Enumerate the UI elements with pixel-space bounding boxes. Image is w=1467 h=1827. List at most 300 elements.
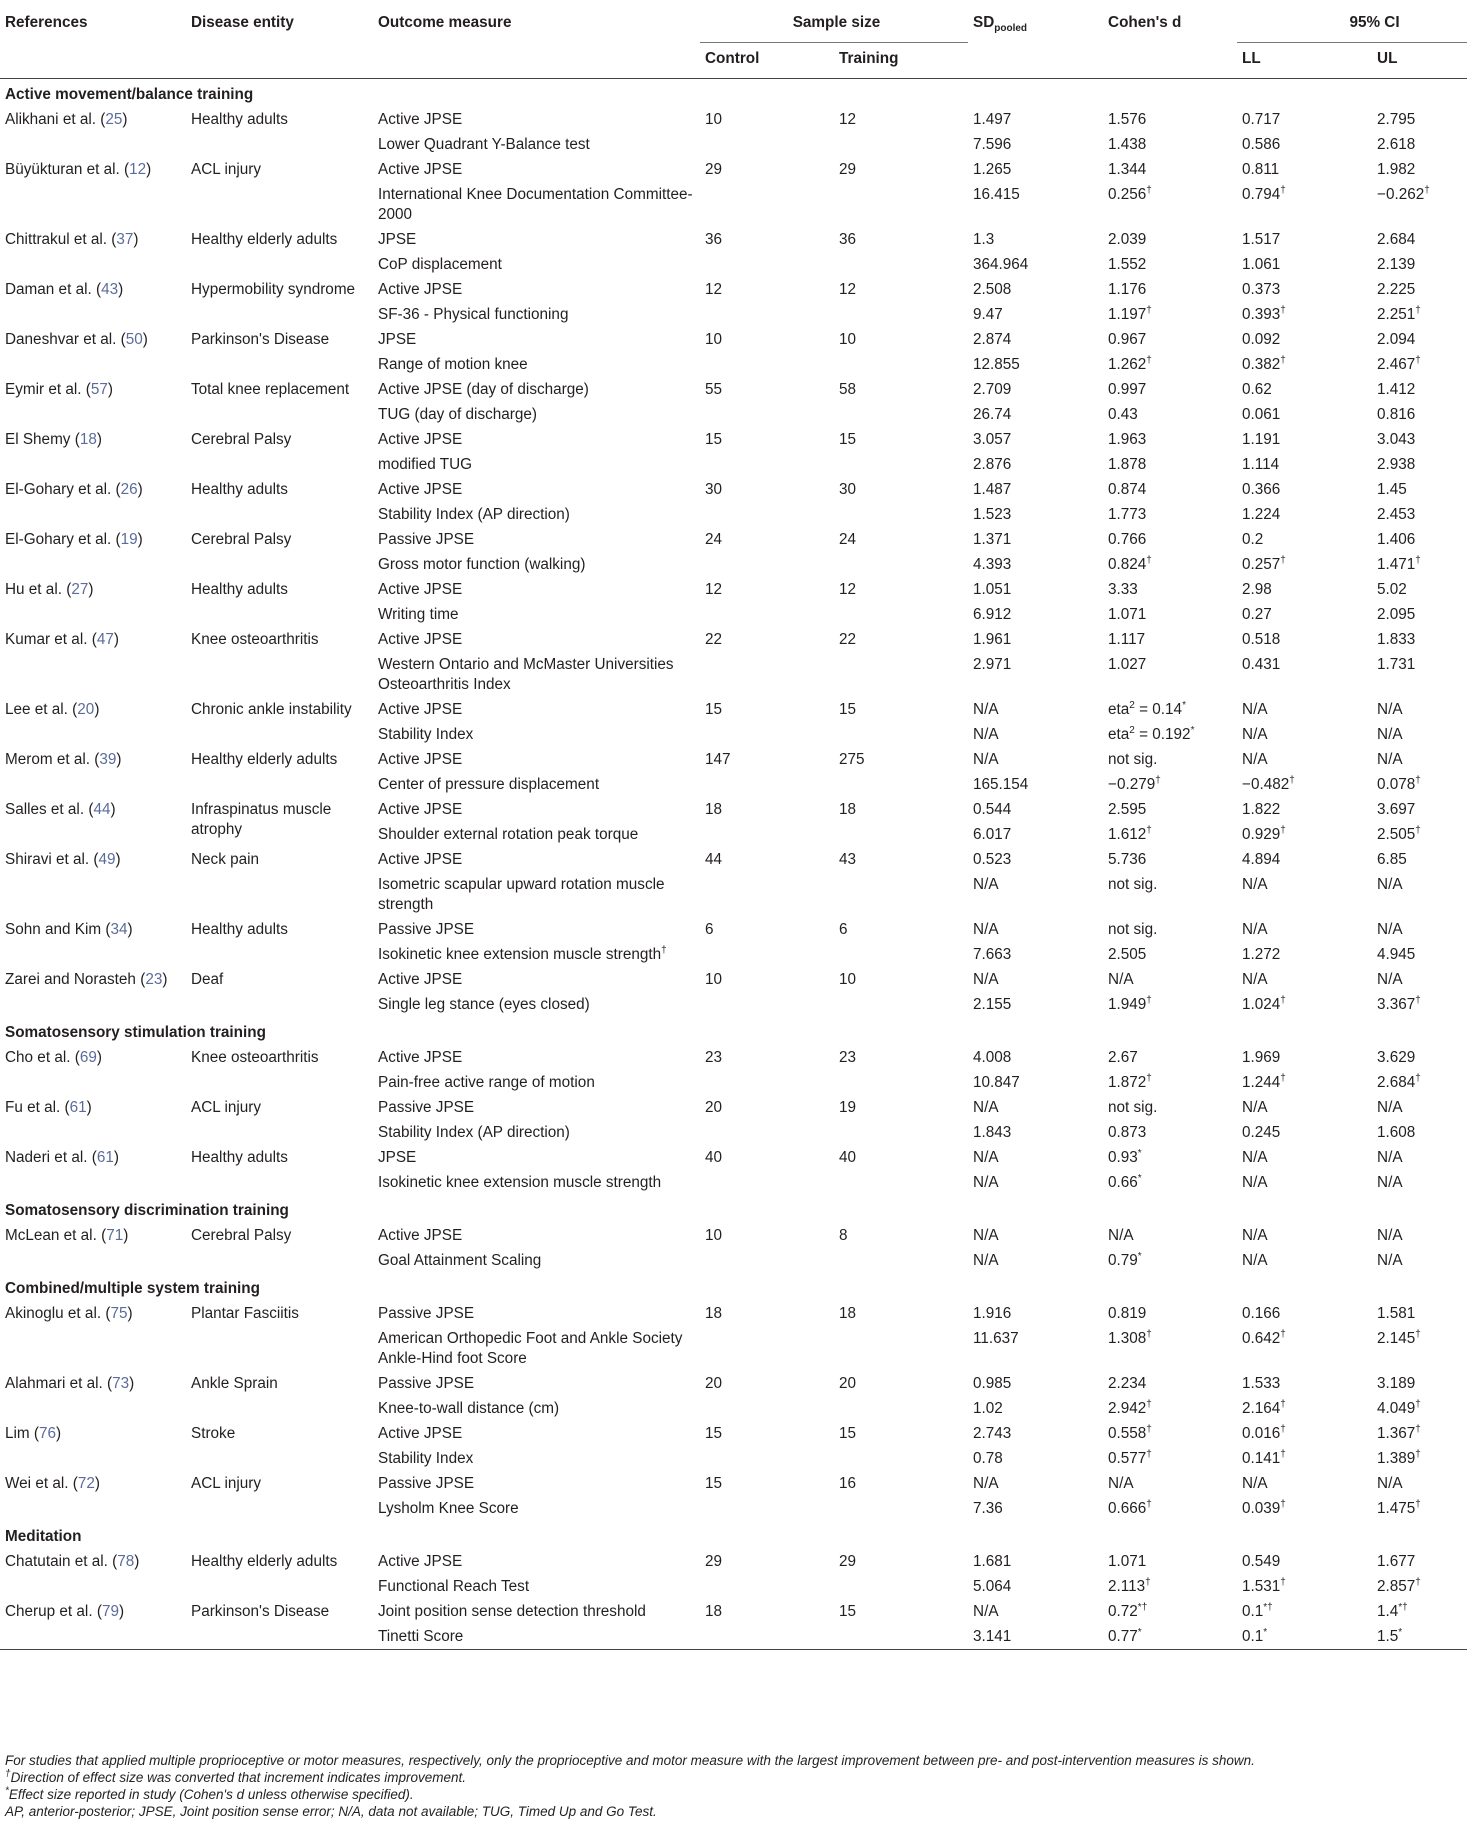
disease-entity: Cerebral Palsy <box>191 531 292 548</box>
reference-cell: El-Gohary et al. (26) <box>5 481 143 498</box>
cohens-d: 2.505 <box>1108 946 1147 963</box>
training-n: 22 <box>839 631 857 648</box>
citation-link[interactable]: 19 <box>120 531 138 548</box>
sd-pooled: N/A <box>973 971 999 988</box>
ci-upper: 1.475† <box>1377 1498 1421 1517</box>
sd-pooled: N/A <box>973 1603 999 1620</box>
reference-author: Kumar et al. <box>5 631 88 648</box>
outcome-measure: JPSE <box>378 1149 417 1166</box>
outcome-measure: Active JPSE <box>378 111 463 128</box>
training-n: 12 <box>839 111 857 128</box>
control-n: 29 <box>705 161 723 178</box>
disease-entity: Healthy elderly adults <box>191 751 338 768</box>
sd-pooled: 16.415 <box>973 186 1020 203</box>
ci-upper: 2.938 <box>1377 456 1416 473</box>
outcome-measure: Single leg stance (eyes closed) <box>378 996 590 1013</box>
reference-author: Shiravi et al. <box>5 851 90 868</box>
citation-link[interactable]: 78 <box>117 1553 135 1570</box>
control-n: 20 <box>705 1375 723 1392</box>
ci-lower: N/A <box>1242 751 1268 768</box>
outcome-measure: Isokinetic knee extension muscle strength† <box>378 944 667 963</box>
disease-entity: Cerebral Palsy <box>191 431 292 448</box>
ci-lower: −0.482† <box>1242 774 1295 793</box>
training-n: 15 <box>839 701 857 718</box>
training-n: 18 <box>839 1305 857 1322</box>
outcome-measure: Active JPSE <box>378 161 463 178</box>
ci-lower: 1.969 <box>1242 1049 1281 1066</box>
footnote-abbreviations: AP, anterior-posterior; JPSE, Joint position sense error; N/A, data not available; TUG, Timed Up and Go Test. <box>5 1804 657 1819</box>
citation-link[interactable]: 57 <box>90 381 108 398</box>
ci-upper: 3.629 <box>1377 1049 1416 1066</box>
outcome-measure: Active JPSE <box>378 971 463 988</box>
control-n: 40 <box>705 1149 723 1166</box>
section-row <box>0 79 1467 108</box>
cohens-d: 2.67 <box>1108 1049 1138 1066</box>
ci-lower: 0.141† <box>1242 1448 1286 1467</box>
outcome-measure: Center of pressure displacement <box>378 776 600 793</box>
citation-link[interactable]: 79 <box>101 1603 119 1620</box>
control-n: 24 <box>705 531 723 548</box>
section-row <box>0 1017 1467 1045</box>
sd-pooled: N/A <box>973 1149 999 1166</box>
ci-upper: −0.262† <box>1377 184 1430 203</box>
section-title: Active movement/balance training <box>5 86 254 103</box>
ci-lower: 0.794† <box>1242 184 1286 203</box>
cohens-d: 1.344 <box>1108 161 1147 178</box>
footnote-dagger: †Direction of effect size was converted that increment indicates improvement. <box>5 1768 467 1785</box>
outcome-measure: Active JPSE (day of discharge) <box>378 381 589 398</box>
table-row <box>0 227 1467 252</box>
ci-upper: N/A <box>1377 726 1403 743</box>
citation-link[interactable]: 37 <box>116 231 134 248</box>
cohens-d: 1.552 <box>1108 256 1147 273</box>
table-row <box>0 277 1467 302</box>
reference-cell: Chatutain et al. (78) <box>5 1553 140 1570</box>
ci-upper: 2.684† <box>1377 1072 1421 1091</box>
reference-author: Salles et al. <box>5 801 85 818</box>
citation-link[interactable]: 26 <box>120 481 138 498</box>
cohens-d: 0.79* <box>1108 1250 1142 1269</box>
table-row <box>0 427 1467 452</box>
table-row <box>0 627 1467 652</box>
outcome-measure: Active JPSE <box>378 1553 463 1570</box>
table-row <box>0 157 1467 182</box>
ci-upper: 0.078† <box>1377 774 1421 793</box>
outcome-measure: Active JPSE <box>378 281 463 298</box>
sd-pooled: 1.681 <box>973 1553 1012 1570</box>
sd-pooled: 1.961 <box>973 631 1012 648</box>
training-n: 58 <box>839 381 857 398</box>
outcome-measure: Gross motor function (walking) <box>378 556 586 573</box>
section-row <box>0 1273 1467 1301</box>
disease-entity: Parkinson's Disease <box>191 1603 330 1620</box>
ci-upper: 1.471† <box>1377 554 1421 573</box>
control-n: 36 <box>705 231 723 248</box>
outcome-measure: Active JPSE <box>378 851 463 868</box>
outcome-measure: Stability Index <box>378 1450 474 1467</box>
ci-lower: 2.98 <box>1242 581 1272 598</box>
control-n: 15 <box>705 431 723 448</box>
cohens-d: eta$^2$ = 0.192* <box>1108 724 1195 743</box>
ci-lower: 0.393† <box>1242 304 1286 323</box>
outcome-measure: TUG (day of discharge) <box>378 406 537 423</box>
ci-lower: 0.518 <box>1242 631 1281 648</box>
table-row <box>0 917 1467 942</box>
sd-pooled: 7.36 <box>973 1500 1003 1517</box>
sd-pooled: 5.064 <box>973 1578 1012 1595</box>
reference-cell: Büyükturan et al. (12) <box>5 161 152 178</box>
outcome-measure: JPSE <box>378 331 417 348</box>
ci-upper: 2.453 <box>1377 506 1416 523</box>
reference-author: Alahmari et al. <box>5 1375 103 1392</box>
training-n: 12 <box>839 281 857 298</box>
outcome-measure: Active JPSE <box>378 801 463 818</box>
reference-author: Merom et al. <box>5 751 91 768</box>
citation-link[interactable]: 47 <box>96 631 114 648</box>
sd-pooled: 26.74 <box>973 406 1012 423</box>
training-n: 8 <box>839 1227 848 1244</box>
ci-lower: 1.272 <box>1242 946 1281 963</box>
cohens-d: 0.558† <box>1108 1423 1152 1442</box>
disease-entity: Stroke <box>191 1425 236 1442</box>
citation-link[interactable]: 34 <box>110 921 128 938</box>
sd-pooled: 10.847 <box>973 1074 1020 1091</box>
sd-pooled: 7.663 <box>973 946 1012 963</box>
sd-pooled: 6.912 <box>973 606 1012 623</box>
training-n: 12 <box>839 581 857 598</box>
outcome-measure: Passive JPSE <box>378 531 475 548</box>
table-body <box>0 79 1467 1650</box>
sd-pooled: 1.051 <box>973 581 1012 598</box>
control-n: 15 <box>705 1425 723 1442</box>
ci-upper: N/A <box>1377 751 1403 768</box>
cohens-d: not sig. <box>1108 751 1158 768</box>
ci-lower: N/A <box>1242 726 1268 743</box>
disease-entity: ACL injury <box>191 1099 261 1116</box>
sd-pooled: 2.876 <box>973 456 1012 473</box>
reference-author: Eymir et al. <box>5 381 82 398</box>
cohens-d: not sig. <box>1108 876 1158 893</box>
sd-pooled: 1.497 <box>973 111 1012 128</box>
ci-lower: N/A <box>1242 921 1268 938</box>
training-n: 15 <box>839 1603 857 1620</box>
header-cohens-d: Cohen's d <box>1108 14 1182 31</box>
outcome-measure: modified TUG <box>378 456 473 473</box>
reference-author: Naderi et al. <box>5 1149 88 1166</box>
reference-cell: Eymir et al. (57) <box>5 381 113 398</box>
citation-link[interactable]: 27 <box>71 581 89 598</box>
outcome-measure: Active JPSE <box>378 581 463 598</box>
control-n: 55 <box>705 381 723 398</box>
reference-author: Zarei and Norasteh <box>5 971 136 988</box>
section-row <box>0 1195 1467 1223</box>
outcome-measure: SF-36 - Physical functioning <box>378 306 569 323</box>
training-n: 40 <box>839 1149 857 1166</box>
control-n: 20 <box>705 1099 723 1116</box>
cohens-d: N/A <box>1108 971 1134 988</box>
table-row <box>0 377 1467 402</box>
sd-pooled: 1.3 <box>973 231 995 248</box>
ci-lower: 1.822 <box>1242 801 1281 818</box>
ci-upper: 1.581 <box>1377 1305 1416 1322</box>
control-n: 12 <box>705 581 723 598</box>
reference-author: El-Gohary et al. <box>5 531 112 548</box>
outcome-measure: Lower Quadrant Y-Balance test <box>378 136 590 153</box>
outcome-measure: CoP displacement <box>378 256 502 273</box>
cohens-d: 2.234 <box>1108 1375 1147 1392</box>
ci-upper: 4.945 <box>1377 946 1416 963</box>
citation-link[interactable]: 69 <box>79 1049 97 1066</box>
ci-lower: N/A <box>1242 701 1268 718</box>
disease-entity: Deaf <box>191 971 224 988</box>
citation-link[interactable]: 43 <box>101 281 119 298</box>
section-title: Somatosensory stimulation training <box>5 1024 266 1041</box>
sd-pooled: 0.544 <box>973 801 1012 818</box>
table-row <box>0 107 1467 132</box>
header-ci: 95% CI <box>1237 5 1467 43</box>
citation-link[interactable]: 72 <box>77 1475 95 1492</box>
sd-pooled: 4.008 <box>973 1049 1012 1066</box>
footnotes <box>5 1752 1455 1820</box>
reference-author: Cherup et al. <box>5 1603 93 1620</box>
reference-cell: Cho et al. (69) <box>5 1049 102 1066</box>
ci-upper: 3.367† <box>1377 994 1421 1013</box>
sd-pooled: 9.47 <box>973 306 1003 323</box>
cohens-d: 1.773 <box>1108 506 1147 523</box>
table-row <box>0 477 1467 502</box>
citation-link[interactable]: 71 <box>106 1227 124 1244</box>
header-sample-size: Sample size <box>700 5 968 43</box>
reference-cell: Daneshvar et al. (50) <box>5 331 148 348</box>
citation-link[interactable]: 49 <box>98 851 116 868</box>
control-n: 29 <box>705 1553 723 1570</box>
ci-lower: 1.517 <box>1242 231 1281 248</box>
control-n: 10 <box>705 111 723 128</box>
citation-link[interactable]: 75 <box>110 1305 128 1322</box>
outcome-measure: International Knee Documentation Committee-2000 <box>378 186 693 223</box>
reference-author: Akinoglu et al. <box>5 1305 102 1322</box>
outcome-measure: Functional Reach Test <box>378 1578 530 1595</box>
table-row <box>0 1371 1467 1396</box>
cohens-d: not sig. <box>1108 921 1158 938</box>
reference-cell: Naderi et al. (61) <box>5 1149 119 1166</box>
reference-cell: Merom et al. (39) <box>5 751 122 768</box>
table-row <box>0 327 1467 352</box>
table-row <box>0 1421 1467 1446</box>
outcome-measure: Tinetti Score <box>378 1628 464 1645</box>
ci-lower: N/A <box>1242 876 1268 893</box>
cohens-d: 2.039 <box>1108 231 1147 248</box>
ci-upper: 1.731 <box>1377 656 1416 673</box>
ci-lower: 0.929† <box>1242 824 1286 843</box>
ci-upper: 2.467† <box>1377 354 1421 373</box>
cohens-d: 1.878 <box>1108 456 1147 473</box>
cohens-d: 2.595 <box>1108 801 1147 818</box>
ci-upper: 3.189 <box>1377 1375 1416 1392</box>
ci-lower: 1.024† <box>1242 994 1286 1013</box>
outcome-measure: Goal Attainment Scaling <box>378 1252 542 1269</box>
control-n: 10 <box>705 971 723 988</box>
ci-lower: 0.549 <box>1242 1553 1281 1570</box>
training-n: 10 <box>839 971 857 988</box>
sd-pooled: 1.523 <box>973 506 1012 523</box>
ci-upper: N/A <box>1377 1174 1403 1191</box>
sd-pooled: 3.141 <box>973 1628 1012 1645</box>
ci-lower: 0.62 <box>1242 381 1272 398</box>
footnote-asterisk: *Effect size reported in study (Cohen's d unless otherwise specified). <box>5 1785 414 1802</box>
sd-pooled: N/A <box>973 1174 999 1191</box>
citation-link[interactable]: 25 <box>105 111 123 128</box>
ci-upper: 2.795 <box>1377 111 1416 128</box>
sd-pooled: N/A <box>973 726 999 743</box>
citation-link[interactable]: 61 <box>69 1099 87 1116</box>
cohens-d: 1.576 <box>1108 111 1147 128</box>
section-title: Combined/multiple system training <box>5 1280 260 1297</box>
reference-cell: Daman et al. (43) <box>5 281 124 298</box>
training-n: 16 <box>839 1475 857 1492</box>
control-n: 10 <box>705 331 723 348</box>
training-n: 23 <box>839 1049 857 1066</box>
header-ll: LL <box>1242 50 1261 67</box>
table-row <box>0 527 1467 552</box>
control-n: 12 <box>705 281 723 298</box>
sd-pooled: 0.523 <box>973 851 1012 868</box>
training-n: 19 <box>839 1099 857 1116</box>
ci-lower: 0.2 <box>1242 531 1264 548</box>
ci-upper: 1.389† <box>1377 1448 1421 1467</box>
header-outcome-measure: Outcome measure <box>378 14 512 31</box>
ci-upper: 2.857† <box>1377 1576 1421 1595</box>
cohens-d: 2.113† <box>1108 1576 1151 1595</box>
citation-link[interactable]: 73 <box>112 1375 130 1392</box>
control-n: 18 <box>705 1305 723 1322</box>
citation-link[interactable]: 76 <box>39 1425 57 1442</box>
ci-upper: 2.505† <box>1377 824 1421 843</box>
sd-pooled: 2.709 <box>973 381 1012 398</box>
cohens-d: 5.736 <box>1108 851 1147 868</box>
section-title: Meditation <box>5 1528 82 1545</box>
ci-upper: N/A <box>1377 701 1403 718</box>
ci-upper: 1.982 <box>1377 161 1416 178</box>
reference-author: Chittrakul et al. <box>5 231 108 248</box>
table-row <box>0 967 1467 992</box>
disease-entity: Hypermobility syndrome <box>191 281 356 298</box>
disease-entity: Total knee replacement <box>191 381 350 398</box>
header-disease-entity: Disease entity <box>191 14 294 31</box>
reference-author: Büyükturan et al. <box>5 161 120 178</box>
ci-lower: 0.039† <box>1242 1498 1286 1517</box>
sd-pooled: N/A <box>973 751 999 768</box>
table-row <box>0 1549 1467 1574</box>
ci-upper: 1.45 <box>1377 481 1407 498</box>
sd-pooled: 165.154 <box>973 776 1029 793</box>
sd-pooled: N/A <box>973 876 999 893</box>
outcome-measure: Passive JPSE <box>378 1305 475 1322</box>
disease-entity: Healthy adults <box>191 1149 288 1166</box>
outcome-measure: Range of motion knee <box>378 356 528 373</box>
sd-pooled: 1.916 <box>973 1305 1012 1322</box>
sd-pooled: 6.017 <box>973 826 1012 843</box>
ci-lower: 0.366 <box>1242 481 1281 498</box>
reference-cell: Kumar et al. (47) <box>5 631 119 648</box>
cohens-d: 1.176 <box>1108 281 1147 298</box>
cohens-d: −0.279† <box>1108 774 1161 793</box>
reference-cell: Fu et al. (61) <box>5 1099 92 1116</box>
outcome-measure: Stability Index (AP direction) <box>378 506 570 523</box>
outcome-measure: Active JPSE <box>378 481 463 498</box>
reference-cell: Shiravi et al. (49) <box>5 851 121 868</box>
sd-pooled: N/A <box>973 1252 999 1269</box>
ci-upper: 2.618 <box>1377 136 1416 153</box>
reference-cell: Alikhani et al. (25) <box>5 111 128 128</box>
reference-author: Daman et al. <box>5 281 92 298</box>
citation-link[interactable]: 50 <box>125 331 143 348</box>
section-title: Somatosensory discrimination training <box>5 1202 289 1219</box>
disease-entity: Ankle Sprain <box>191 1375 278 1392</box>
sd-pooled: 0.78 <box>973 1450 1003 1467</box>
reference-author: Wei et al. <box>5 1475 69 1492</box>
citation-link[interactable]: 61 <box>96 1149 114 1166</box>
reference-cell: El-Gohary et al. (19) <box>5 531 143 548</box>
training-n: 43 <box>839 851 857 868</box>
ci-lower: 2.164† <box>1242 1398 1286 1417</box>
disease-entity: Infraspinatus muscle atrophy <box>191 801 332 838</box>
cohens-d: 0.43 <box>1108 406 1138 423</box>
sd-pooled: 1.02 <box>973 1400 1003 1417</box>
cohens-d: N/A <box>1108 1475 1134 1492</box>
ci-lower: 0.586 <box>1242 136 1281 153</box>
outcome-measure: Writing time <box>378 606 459 623</box>
sd-pooled: N/A <box>973 1099 999 1116</box>
cohens-d: 1.949† <box>1108 994 1152 1013</box>
ci-lower: N/A <box>1242 1475 1268 1492</box>
ci-lower: 0.27 <box>1242 606 1272 623</box>
cohens-d: 1.197† <box>1108 304 1152 323</box>
outcome-measure: Shoulder external rotation peak torque <box>378 826 639 843</box>
reference-author: Chatutain et al. <box>5 1553 108 1570</box>
table-row <box>0 747 1467 772</box>
reference-cell: Sohn and Kim (34) <box>5 921 133 938</box>
ci-upper: 1.5* <box>1377 1626 1403 1645</box>
citation-link[interactable]: 39 <box>99 751 117 768</box>
citation-link[interactable]: 18 <box>79 431 97 448</box>
cohens-d: 0.824† <box>1108 554 1152 573</box>
outcome-measure: Isokinetic knee extension muscle strength <box>378 1174 662 1191</box>
training-n: 30 <box>839 481 857 498</box>
ci-upper: 3.043 <box>1377 431 1416 448</box>
training-n: 24 <box>839 531 857 548</box>
control-n: 10 <box>705 1227 723 1244</box>
control-n: 18 <box>705 801 723 818</box>
ci-upper: 1.406 <box>1377 531 1416 548</box>
ci-upper: 6.85 <box>1377 851 1407 868</box>
ci-lower: N/A <box>1242 1174 1268 1191</box>
sd-pooled: N/A <box>973 701 999 718</box>
citation-link[interactable]: 23 <box>145 971 163 988</box>
outcome-measure: Lysholm Knee Score <box>378 1500 519 1517</box>
ci-upper: 0.816 <box>1377 406 1416 423</box>
sd-pooled: N/A <box>973 921 999 938</box>
ci-lower: 0.373 <box>1242 281 1281 298</box>
control-n: 23 <box>705 1049 723 1066</box>
citation-link[interactable]: 44 <box>93 801 111 818</box>
header-ul: UL <box>1377 50 1398 67</box>
table-row <box>0 1471 1467 1496</box>
sd-pooled: 1.487 <box>973 481 1012 498</box>
citation-link[interactable]: 20 <box>77 701 95 718</box>
cohens-d: 0.766 <box>1108 531 1147 548</box>
citation-link[interactable]: 12 <box>129 161 147 178</box>
